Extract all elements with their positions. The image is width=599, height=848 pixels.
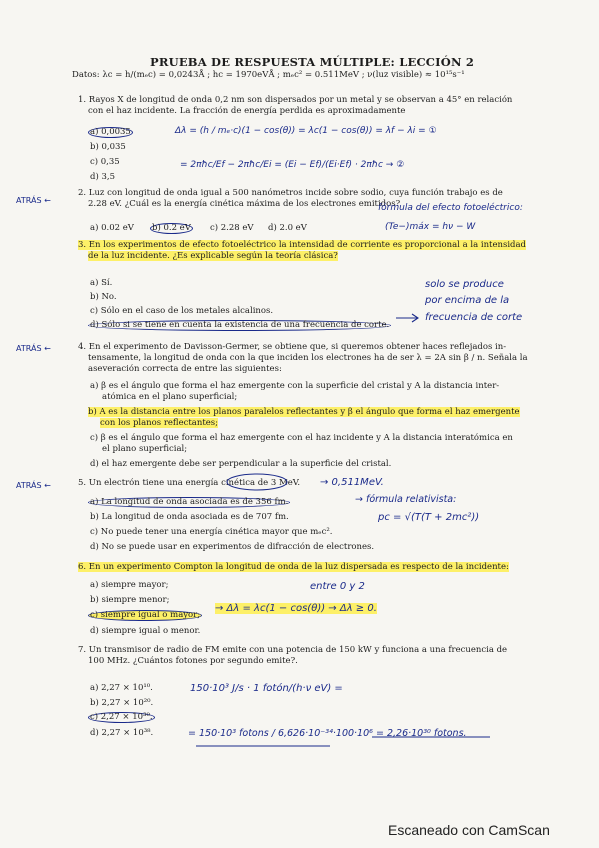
q3-option-c[interactable]: c) Sólo en el caso de los metales alcalinos. xyxy=(90,306,274,316)
q3-handwriting-2: por encima de la xyxy=(425,295,510,306)
q1-handwriting-2: = 2πħc/Ef − 2πħc/Ei = (Ei − Ef)/(Ei·Ef) · 2πħc → ② xyxy=(180,160,405,170)
q5-option-c[interactable]: c) No puede tener una energía cinética mayor que mₑc². xyxy=(90,527,333,537)
q3-text-1: 3. En los experimentos de efecto fotoeléctrico la intensidad de corriente es proporcional a la intensidad xyxy=(78,240,527,250)
q5-handwriting-1: → 0,511MeV. xyxy=(320,477,384,488)
q6-option-b[interactable]: b) siempre menor; xyxy=(90,595,170,605)
q5-option-d[interactable]: d) No se puede usar en experimentos de difracción de electrones. xyxy=(90,542,375,552)
page-title: PRUEBA DE RESPUESTA MÚLTIPLE: LECCIÓN 2 xyxy=(150,55,475,69)
answer-circle: c) 2,27 × 10³⁰. xyxy=(90,712,153,722)
answer-circle: d) Sólo si se tiene en cuenta la existencia de una frecuencia de corte. xyxy=(90,320,390,330)
q6-option-a[interactable]: a) siempre mayor; xyxy=(90,580,169,590)
q1-text-2: con el haz incidente. La fracción de energía perdida es aproximadamente xyxy=(88,106,406,116)
q1-handwriting-1: Δλ = (h / mₑ·c)(1 − cos(θ)) = λc(1 − cos(θ)) = λf − λi = ① xyxy=(175,126,437,136)
q2-handwriting-2: (Te−)máx = hν − W xyxy=(385,222,476,232)
q2-option-d[interactable]: d) 2.0 eV xyxy=(268,223,307,233)
q4-option-a-line-2: atómica en el plano superficial; xyxy=(102,392,238,402)
answer-circle: a) 0,0035 xyxy=(90,127,131,137)
q6-option-d[interactable]: d) siempre igual o menor. xyxy=(90,626,201,636)
q4-atras-label: ATRÁS ← xyxy=(16,344,51,353)
q7-handwriting-1: 150·10³ J/s · 1 fotón/(h·ν eV) = xyxy=(190,683,343,694)
q3-text-2: de la luz incidente. ¿Es explicable según la teoría clásica? xyxy=(88,251,338,261)
q2-handwriting-1: fórmula del efecto fotoeléctrico: xyxy=(378,203,523,213)
q7-text-2: 100 MHz. ¿Cuántos fotones por segundo emite?. xyxy=(88,656,298,666)
q1-option-d[interactable]: d) 3,5 xyxy=(90,172,115,182)
q5-text: 5. Un electrón tiene una energía cinética de 3 MeV. xyxy=(78,478,301,488)
q4-option-d[interactable]: d) el haz emergente debe ser perpendicular a la superficie del cristal. xyxy=(90,459,392,469)
q3-handwriting-3: frecuencia de corte xyxy=(425,312,523,323)
q2-atras-label: ATRÁS ← xyxy=(16,196,51,205)
q4-option-b-line-2: con los planos reflectantes; xyxy=(100,418,219,428)
scanner-footer: Escaneado con CamScan xyxy=(388,822,550,838)
q5-option-b[interactable]: b) La longitud de onda asociada es de 707 fm. xyxy=(90,512,289,522)
q4-text-2: tensamente, la longitud de onda con la que inciden los electrones ha de ser λ = 2A sin β / n. Señala la xyxy=(88,353,528,363)
q7-text-1: 7. Un transmisor de radio de FM emite con una potencia de 150 kW y funciona a una frecuencia de xyxy=(78,645,508,655)
q4-text-1: 4. En el experimento de Davisson-Germer, se obtiene que, si queremos obtener haces reflejados in- xyxy=(78,342,507,352)
q1-option-b[interactable]: b) 0,035 xyxy=(90,142,126,152)
q4-option-b-line-1: b) A es la distancia entre los planos paralelos reflectantes y β el ángulo que forma el haz emergente xyxy=(88,407,520,417)
q3-option-b[interactable]: b) No. xyxy=(90,292,117,302)
q7-handwriting-2: = 150·10³ fotons / 6,626·10⁻³⁴·100·10⁶ = 2,26·10³⁰ fotons. xyxy=(188,728,467,739)
q4-text-3: aseveración correcta de entre las siguientes: xyxy=(88,364,282,374)
q5-energy-circle-mark xyxy=(227,474,287,490)
q7-option-b[interactable]: b) 2,27 × 10²⁰. xyxy=(90,698,154,708)
q7-option-a[interactable]: a) 2,27 × 10¹⁰. xyxy=(90,683,153,693)
answer-circle: a) La longitud de onda asociada es de 356 fm. xyxy=(90,497,289,507)
q6-handwriting-1: entre 0 y 2 xyxy=(310,581,365,592)
q5-handwriting-3: pc = √(T(T + 2mc²)) xyxy=(378,512,480,523)
q1-option-c[interactable]: c) 0,35 xyxy=(90,157,120,167)
q2-text-2: 2.28 eV. ¿Cuál es la energía cinética máxima de los electrones emitidos? xyxy=(88,199,401,209)
q4-option-a-line-1: a) β es el ángulo que forma el haz emergente con la superficie del cristal y A la distancia inter- xyxy=(90,381,500,391)
q1-text-1: 1. Rayos X de longitud de onda 0,2 nm son dispersados por un metal y se observan a 45° en relación xyxy=(78,95,513,105)
q5-handwriting-2: → fórmula relativista: xyxy=(355,494,457,505)
answer-circle: c) siempre igual o mayor; xyxy=(90,610,201,620)
q6-handwriting-2: → Δλ = λc(1 − cos(θ)) → Δλ ≥ 0. xyxy=(215,603,377,614)
q7-option-d[interactable]: d) 2,27 × 10³⁸. xyxy=(90,728,154,738)
q4-option-c-line-1: c) β es el ángulo que forma el haz emergente con el haz incidente y A la distancia interatómica en xyxy=(90,433,513,443)
q6-text: 6. En un experimento Compton la longitud de onda de la luz dispersada es respecto de la incidente: xyxy=(78,562,509,572)
q2-text-1: 2. Luz con longitud de onda igual a 500 nanómetros incide sobre sodio, cuya función trabajo es de xyxy=(78,188,503,198)
q3-handwriting-1: solo se produce xyxy=(425,279,504,290)
q4-option-c-line-2: el plano superficial; xyxy=(102,444,188,454)
q3-option-a[interactable]: a) Sí. xyxy=(90,278,113,288)
q5-atras-label: ATRÁS ← xyxy=(16,481,51,490)
datos-line: Datos: λc = h/(mₑc) = 0,0243Å ; hc = 1970eVÅ ; mₑc² = 0.511MeV ; ν(luz visible) ≈ 10¹⁵s⁻¹ xyxy=(72,70,465,80)
answer-circle: b) 0.2 eV xyxy=(152,223,191,233)
q2-option-a[interactable]: a) 0.02 eV xyxy=(90,223,134,233)
q2-option-c[interactable]: c) 2.28 eV xyxy=(210,223,254,233)
